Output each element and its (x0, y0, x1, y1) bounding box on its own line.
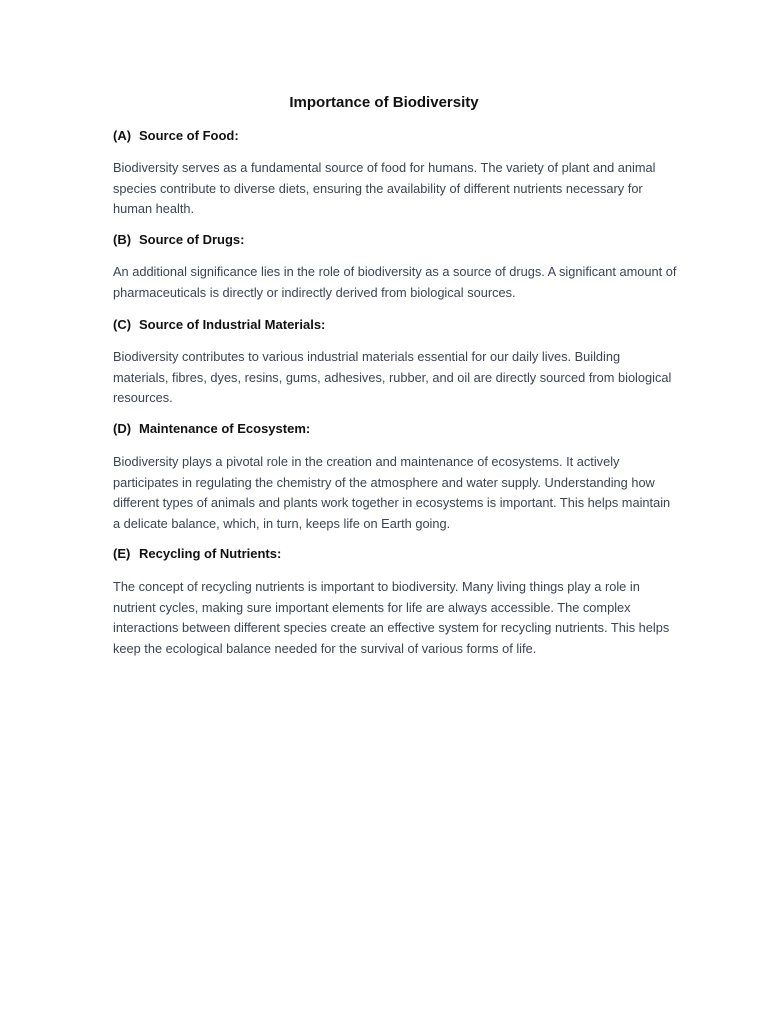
section-heading-e (113, 545, 281, 563)
section-heading-b (113, 231, 244, 249)
section-letter: (E) (113, 546, 131, 561)
section-heading-d (113, 420, 310, 438)
section-paragraph-b: An additional significance lies in the role of biodiversity as a source of drugs. A significant amount of pharmaceuticals is directly or indirectly derived from biological sources. (113, 264, 677, 300)
section-paragraph-a: Biodiversity serves as a fundamental source of food for humans. The variety of plant and animal species contribute to diverse diets, ensuring the availability of different nutrients necessary for human health. (113, 160, 656, 216)
section-heading-a (113, 127, 239, 145)
section-heading-text: Source of Industrial Materials: (139, 317, 326, 332)
section-letter: (D) (113, 421, 132, 436)
section-letter: (C) (113, 317, 132, 332)
section-heading-text: Source of Food: (139, 128, 239, 143)
document-title: Importance of Biodiversity (289, 94, 479, 111)
section-heading-text: Recycling of Nutrients: (139, 546, 282, 561)
section-paragraph-c: Biodiversity contributes to various industrial materials essential for our daily lives. Building materials, fibres, dyes, resins, gums, adhesives, rubber, and oil are directly sourced from biological resources. (113, 349, 672, 405)
section-paragraph-e: The concept of recycling nutrients is important to biodiversity. Many living things play a role in nutrient cycles, making sure important elements for life are always accessible. The complex interactions between different species create an effective system for recycling nutrients. This helps keep the ecological balance needed for the survival of various forms of life. (113, 579, 670, 656)
section-heading-text: Maintenance of Ecosystem: (139, 421, 311, 436)
section-letter: (B) (113, 232, 132, 247)
section-paragraph-d: Biodiversity plays a pivotal role in the creation and maintenance of ecosystems. It actively participates in regulating the chemistry of the atmosphere and water supply. Understanding how different types of animals and plants work together in ecosystems is important. This helps maintain a delicate balance, which, in turn, keeps life on Earth going. (113, 454, 671, 531)
section-heading-c (113, 316, 325, 334)
section-letter: (A) (113, 128, 132, 143)
section-heading-text: Source of Drugs: (139, 232, 245, 247)
